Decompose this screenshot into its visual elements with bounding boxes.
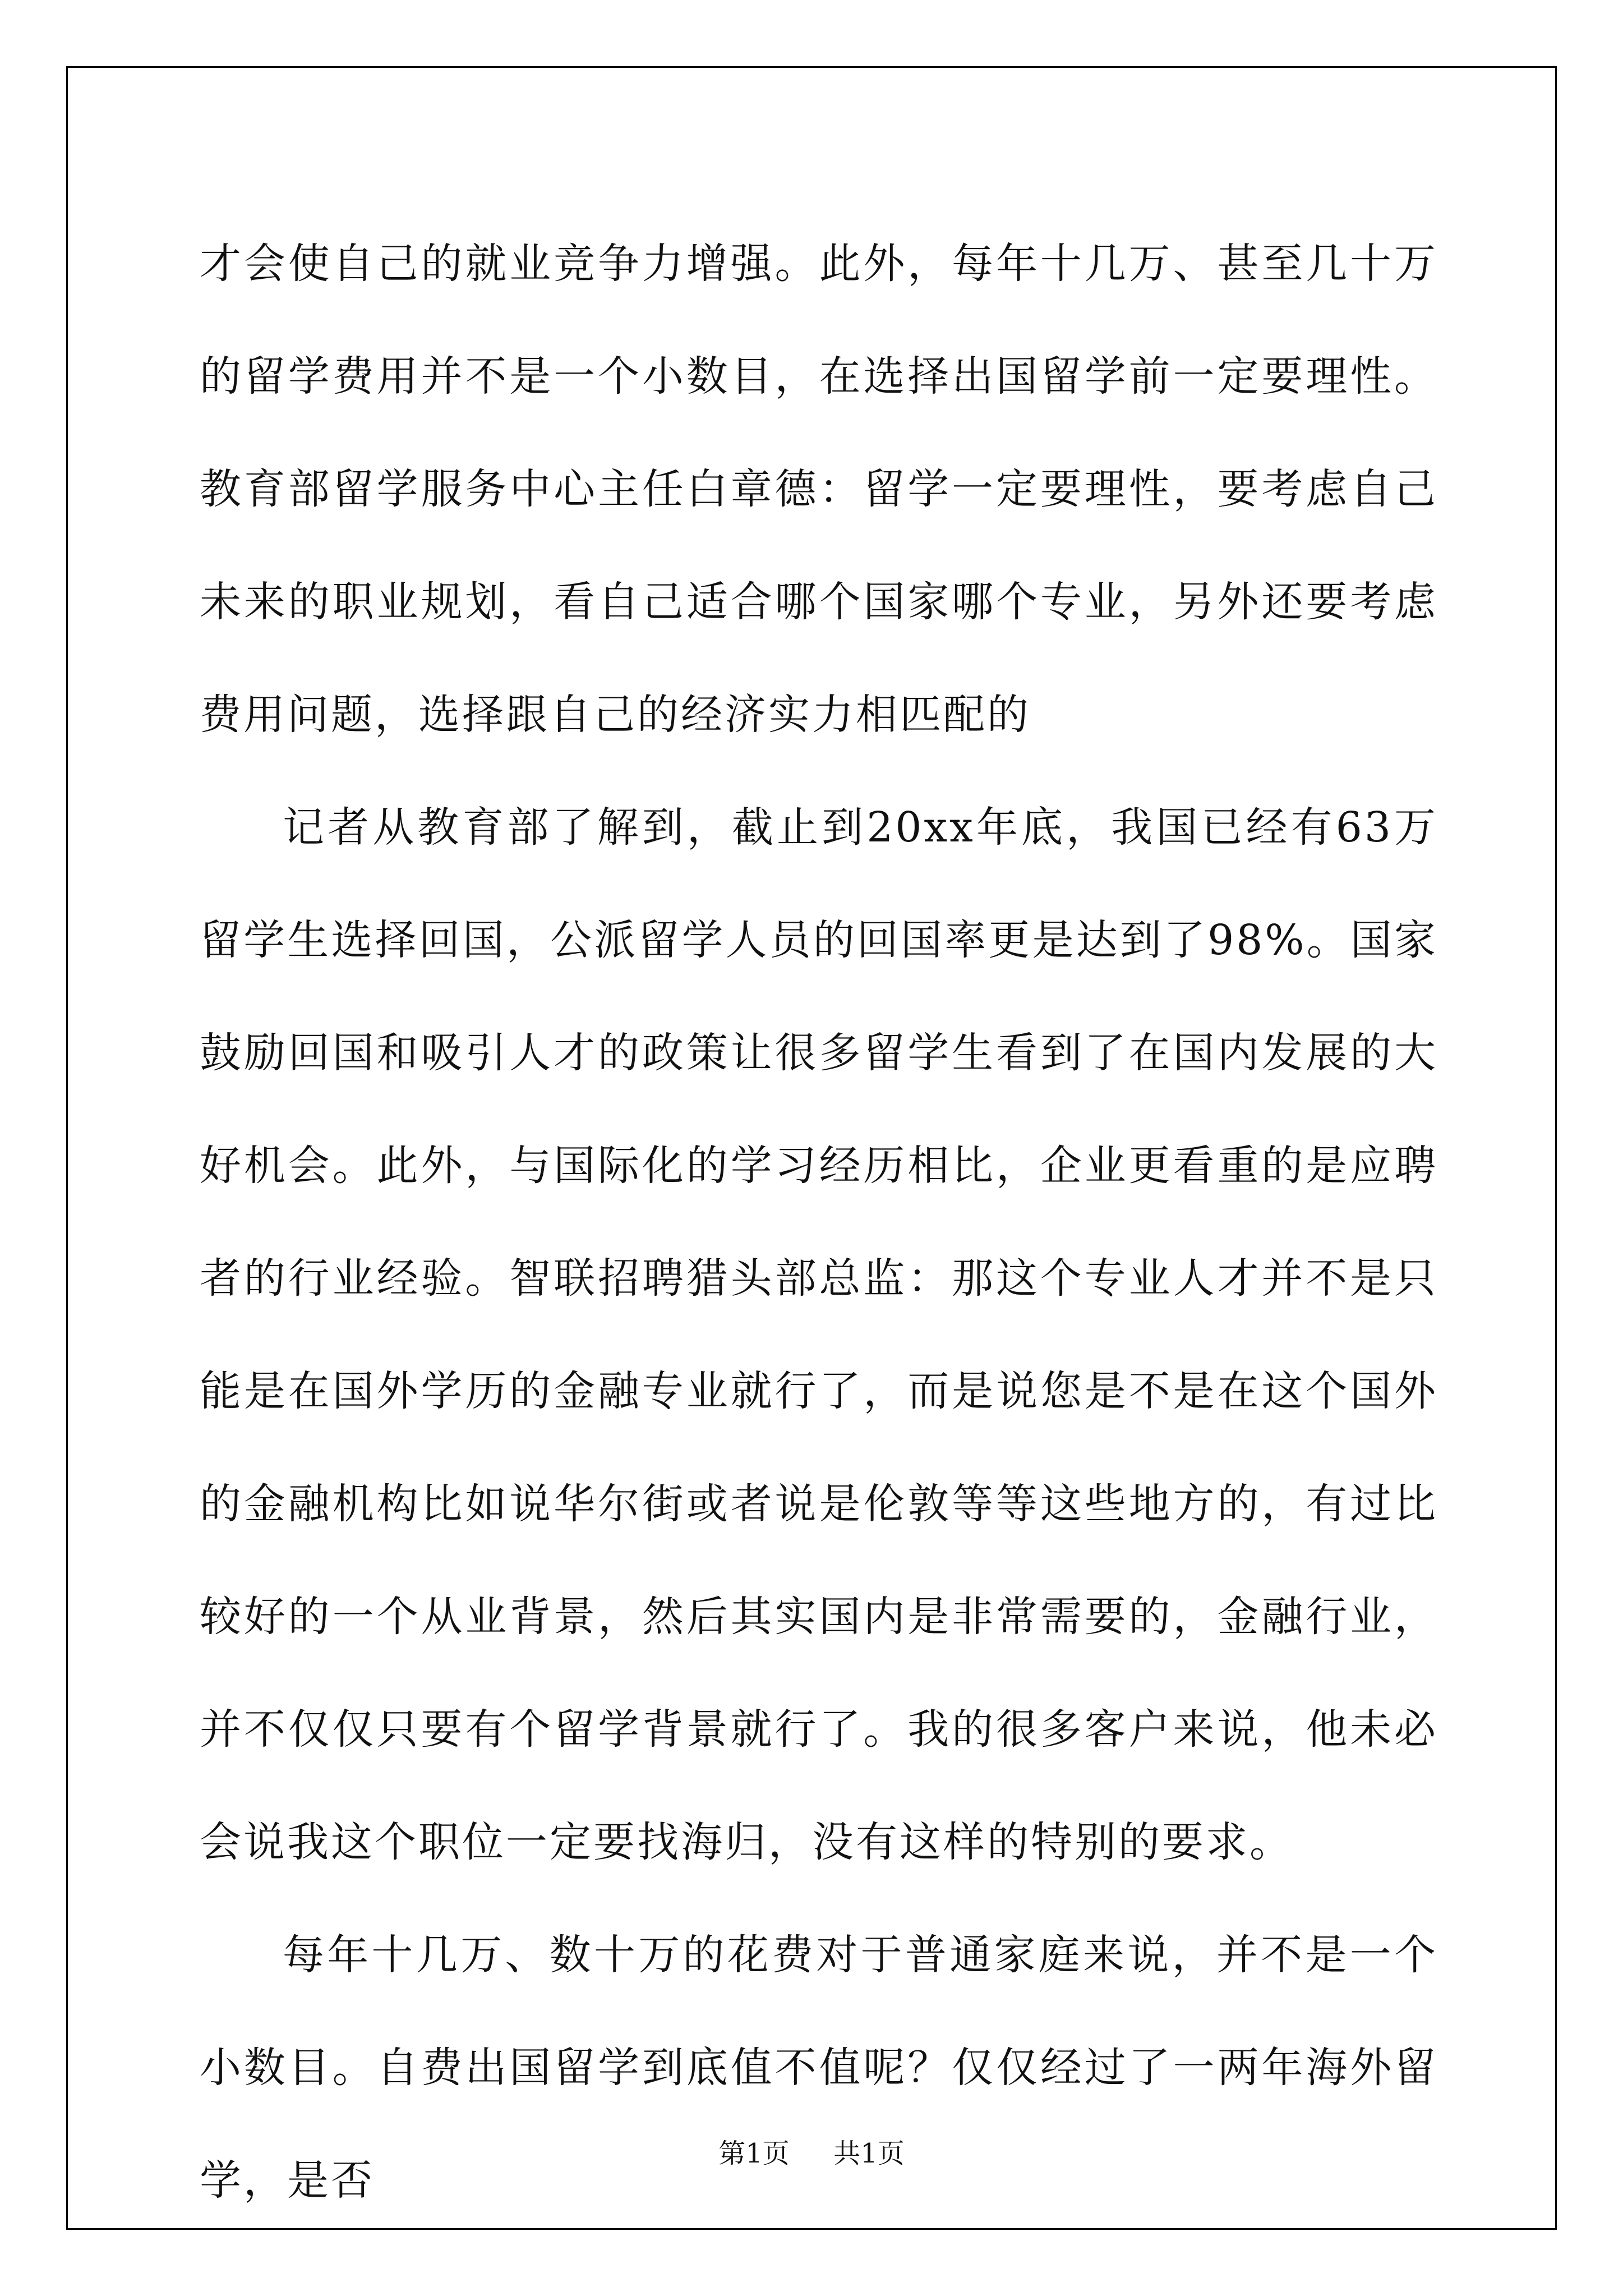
paragraph-3: 每年十几万、数十万的花费对于普通家庭来说，并不是一个小数目。自费出国留学到底值不值呢？仅仅经过了一两年海外留学，是否 xyxy=(200,1931,1438,2205)
page-total: 共1页 xyxy=(833,2138,905,2169)
paragraph-1: 才会使自己的就业竞争力增强。此外，每年十几万、甚至几十万的留学费用并不是一个小数目，在选择出国留学前一定要理性。教育部留学服务中心主任白章德：留学一定要理性，要考虑自己未来的职业规划，看自己适合哪个国家哪个专业，另外还要考虑费用问题，选择跟自己的经济实力相匹配的 xyxy=(200,240,1438,739)
page-number: 第1页 xyxy=(718,2138,790,2169)
paragraph-2: 记者从教育部了解到，截止到20xx年底，我国已经有63万留学生选择回国，公派留学人员的回国率更是达到了98%。国家鼓励回国和吸引人才的政策让很多留学生看到了在国内发展的大好机会。此外，与国际化的学习经历相比，企业更看重的是应聘者的行业经验。智联招聘猎头部总监：那这个专业人才并不是只能是在国外学历的金融专业就行了，而是说您是不是在这个国外的金融机构比如说华尔街或者说是伦敦等等这些地方的，有过比较好的一个从业背景，然后其实国内是非常需要的，金融行业，并不仅仅只要有个留学背景就行了。我的很多客户来说，他未必会说我这个职位一定要找海归，没有这样的特别的要求。 xyxy=(200,803,1438,1866)
document-body xyxy=(200,208,1438,2237)
page-footer xyxy=(0,2132,1623,2170)
